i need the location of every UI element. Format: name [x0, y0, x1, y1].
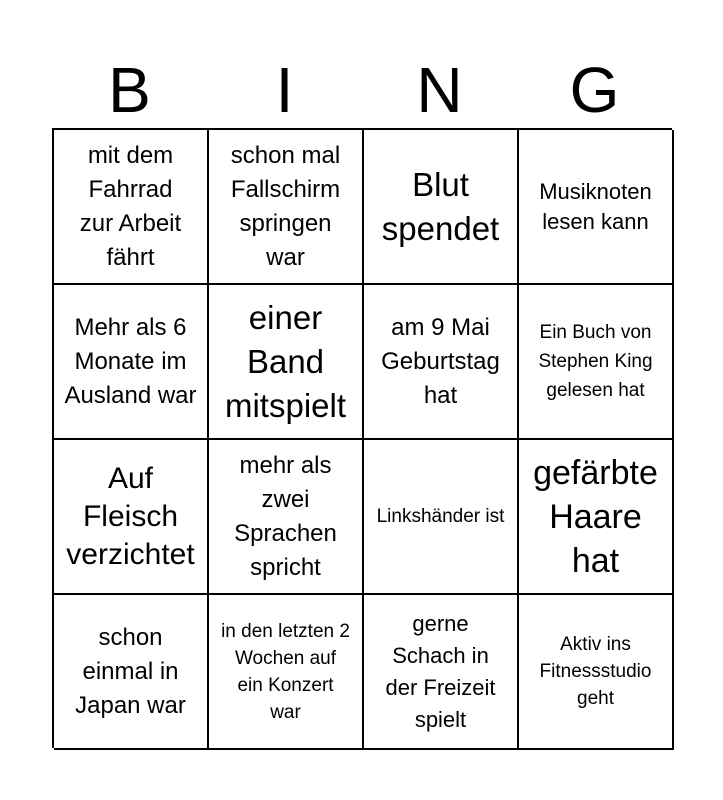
bingo-cell-text: gefärbte Haare hat: [533, 453, 658, 580]
bingo-card-grid: [52, 128, 672, 748]
bingo-cell[interactable]: [209, 595, 364, 750]
bingo-cell[interactable]: [364, 440, 519, 595]
bingo-cell-text: gerne Schach in der Freizeit spielt: [385, 610, 496, 732]
bingo-cell-text: schon mal Fallschirm springen war: [230, 141, 341, 271]
bingo-cell-text: in den letzten 2 Wochen auf ein Konzert war: [221, 620, 350, 723]
bingo-cell-text: Blut spendet: [381, 165, 500, 247]
bingo-cell[interactable]: [209, 285, 364, 440]
bingo-cell[interactable]: [519, 440, 674, 595]
header-letter-g: G: [569, 54, 620, 126]
bingo-cell[interactable]: [519, 595, 674, 750]
bingo-cell-text: mit dem Fahrrad zur Arbeit fährt: [79, 141, 182, 271]
bingo-cell[interactable]: [519, 285, 674, 440]
bingo-header: [52, 52, 672, 128]
bingo-cell-text: schon einmal in Japan war: [75, 623, 186, 719]
bingo-cell[interactable]: [209, 440, 364, 595]
bingo-cell[interactable]: [519, 130, 674, 285]
bingo-cell-text: Auf Fleisch verzichtet: [66, 461, 195, 571]
bingo-cell-text: mehr als zwei Sprachen spricht: [234, 451, 337, 581]
bingo-cell-text: Mehr als 6 Monate im Ausland war: [64, 313, 197, 409]
bingo-cell[interactable]: [364, 285, 519, 440]
bingo-cell[interactable]: [54, 595, 209, 750]
bingo-cell[interactable]: [364, 130, 519, 285]
bingo-cell-text: Aktiv ins Fitnessstudio geht: [539, 634, 652, 709]
header-letter-b: B: [108, 54, 151, 126]
header-letter-i: I: [275, 54, 294, 126]
bingo-cell[interactable]: [54, 285, 209, 440]
bingo-cell[interactable]: [364, 595, 519, 750]
bingo-cell-text: am 9 Mai Geburtstag hat: [381, 313, 500, 409]
header-letter-n: N: [416, 54, 463, 126]
bingo-cell-text: Linkshänder ist: [376, 505, 505, 527]
bingo-cell-text: Musiknoten lesen kann: [539, 178, 652, 234]
bingo-cell[interactable]: [54, 440, 209, 595]
bingo-cell[interactable]: [54, 130, 209, 285]
bingo-cell-text: einer Band mitspielt: [224, 298, 347, 424]
bingo-cell-text: Ein Buch von Stephen King gelesen hat: [538, 322, 653, 401]
bingo-cell[interactable]: [209, 130, 364, 285]
